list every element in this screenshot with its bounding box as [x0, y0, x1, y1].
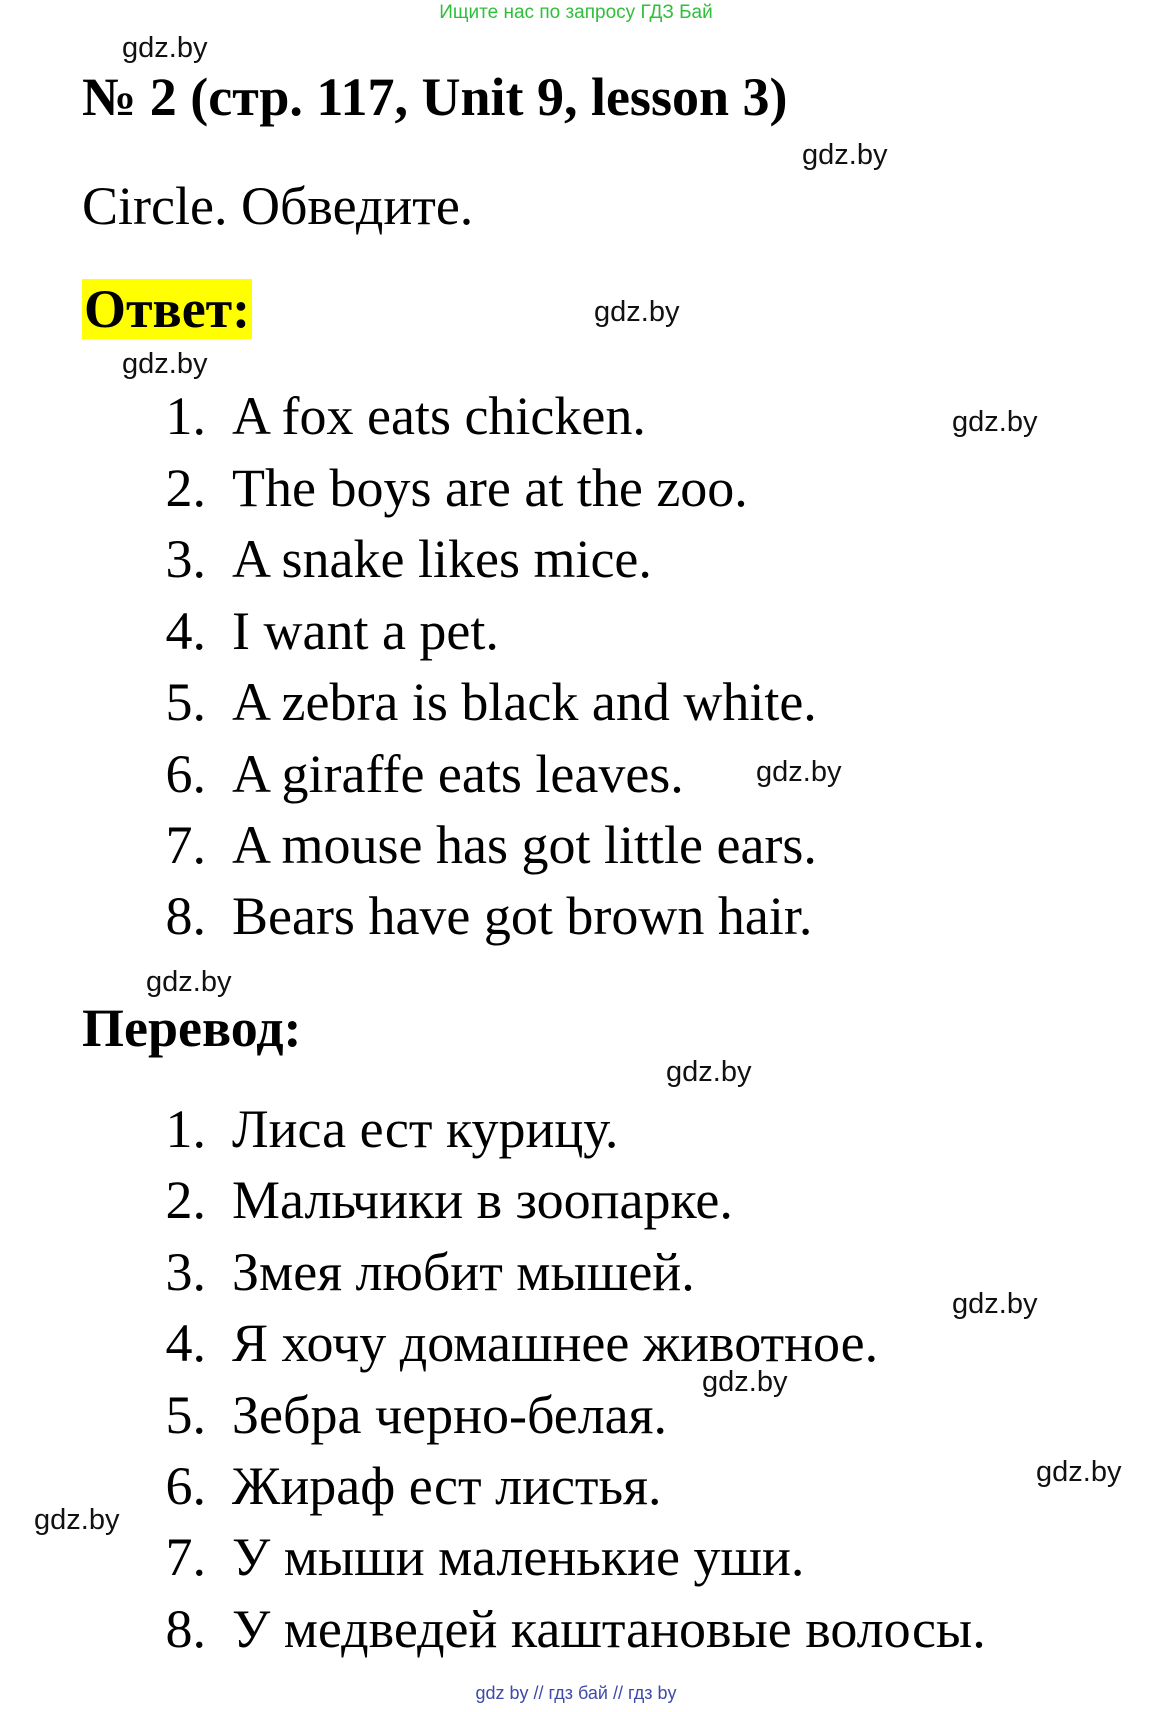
translation-number: 5. [165, 1385, 206, 1445]
answer-number: 6. [165, 744, 206, 804]
answer-number: 1. [165, 386, 206, 446]
translation-number: 1. [165, 1099, 206, 1159]
watermark: gdz.by [756, 756, 842, 788]
translation-text: Зебра черно-белая. [232, 1385, 667, 1445]
translation-number: 4. [165, 1313, 206, 1373]
watermark: gdz.by [1036, 1456, 1122, 1488]
watermark: gdz.by [146, 966, 232, 998]
translation-number: 8. [165, 1599, 206, 1659]
translation-number: 7. [165, 1527, 206, 1587]
answer-text: Bears have got brown hair. [232, 886, 813, 946]
translation-text: Я хочу домашнее животное. [232, 1313, 879, 1373]
watermark: gdz.by [122, 348, 208, 380]
answer-number: 4. [165, 601, 206, 661]
translation-text: Мальчики в зоопарке. [232, 1170, 733, 1230]
watermark: gdz.by [802, 139, 888, 171]
answer-number: 8. [165, 886, 206, 946]
translation-number: 2. [165, 1170, 206, 1230]
watermark: gdz.by [952, 406, 1038, 438]
instruction: Circle. Обведите. [82, 176, 474, 236]
watermark: gdz.by [952, 1288, 1038, 1320]
answer-text: A zebra is black and white. [232, 672, 817, 732]
answer-number: 7. [165, 815, 206, 875]
answer-text: A giraffe eats leaves. [232, 744, 684, 804]
translation-heading: Перевод: [82, 998, 302, 1058]
watermark: gdz.by [594, 296, 680, 328]
answer-text: I want a pet. [232, 601, 499, 661]
translation-number: 6. [165, 1456, 206, 1516]
answer-number: 5. [165, 672, 206, 732]
answer-text: A fox eats chicken. [232, 386, 646, 446]
answer-heading-label: Ответ: [84, 279, 251, 339]
translation-number: 3. [165, 1242, 206, 1302]
page-title: № 2 (стр. 117, Unit 9, lesson 3) [82, 67, 788, 127]
top-banner: Ищите нас по запросу ГДЗ Бай [439, 2, 713, 23]
answer-number: 3. [165, 529, 206, 589]
answer-number: 2. [165, 458, 206, 518]
watermark: gdz.by [666, 1056, 752, 1088]
translation-text: Змея любит мышей. [232, 1242, 695, 1302]
footer-links: gdz by // гдз бай // гдз by [475, 1683, 677, 1703]
answer-text: A snake likes mice. [232, 529, 652, 589]
watermark: gdz.by [122, 32, 208, 64]
translation-text: У мыши маленькие уши. [232, 1527, 805, 1587]
answer-heading [82, 278, 252, 340]
watermark: gdz.by [702, 1366, 788, 1398]
answer-text: A mouse has got little ears. [232, 815, 817, 875]
watermark: gdz.by [34, 1504, 120, 1536]
translation-text: Жираф ест листья. [232, 1456, 662, 1516]
answer-text: The boys are at the zoo. [232, 458, 748, 518]
translation-text: Лиса ест курицу. [232, 1099, 619, 1159]
translation-text: У медведей каштановые волосы. [232, 1599, 986, 1659]
